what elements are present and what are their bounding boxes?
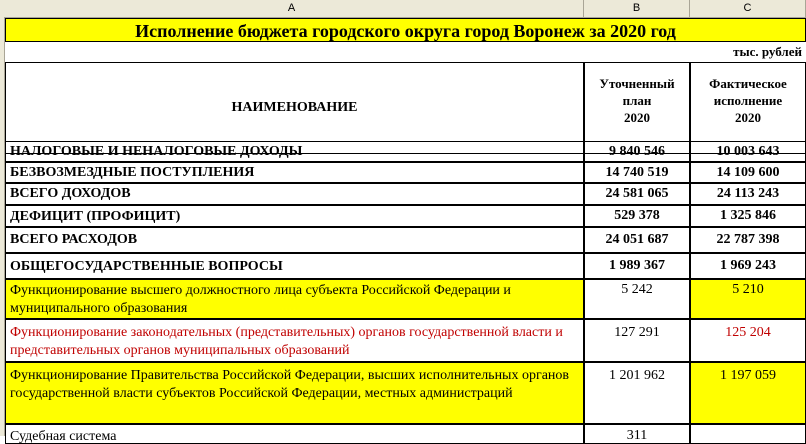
row-fact[interactable]: 5 210 xyxy=(690,279,806,319)
row-plan[interactable]: 1 989 367 xyxy=(584,253,690,279)
row-name[interactable]: ВСЕГО ДОХОДОВ xyxy=(5,183,584,205)
header-fact-line2: исполнение xyxy=(713,93,783,108)
row-fact[interactable] xyxy=(690,424,806,444)
row-fact[interactable]: 1 969 243 xyxy=(690,253,806,279)
table-row xyxy=(5,183,806,205)
row-plan[interactable]: 1 201 962 xyxy=(584,362,690,424)
header-plan-line2: план xyxy=(622,93,652,108)
table-row xyxy=(5,319,806,362)
table-row xyxy=(5,362,806,424)
row-fact[interactable]: 24 113 243 xyxy=(690,183,806,205)
header-fact-line3: 2020 xyxy=(735,110,761,125)
row-name[interactable]: ДЕФИЦИТ (ПРОФИЦИТ) xyxy=(5,205,584,227)
row-fact[interactable]: 1 325 846 xyxy=(690,205,806,227)
row-plan[interactable]: 127 291 xyxy=(584,319,690,362)
row-fact[interactable]: 14 109 600 xyxy=(690,162,806,183)
row-name[interactable]: ВСЕГО РАСХОДОВ xyxy=(5,227,584,253)
header-fact-line1: Фактическое xyxy=(709,76,787,91)
row-fact[interactable]: 10 003 643 xyxy=(690,141,806,162)
row-name[interactable]: Функционирование высшего должностного лица субъекта Российской Федерации и муниципального образования xyxy=(5,279,584,319)
column-header-b[interactable]: B xyxy=(584,0,690,17)
row-name[interactable]: Судебная система xyxy=(5,424,584,444)
row-name[interactable]: НАЛОГОВЫЕ И НЕНАЛОГОВЫЕ ДОХОДЫ xyxy=(5,141,584,162)
unit-label[interactable]: тыс. рублей xyxy=(733,44,802,59)
column-header-bar xyxy=(0,0,806,18)
row-name[interactable]: Функционирование законодательных (представительных) органов государственной власти и представительных органов муниципальных образований xyxy=(5,319,584,362)
header-plan-line3: 2020 xyxy=(624,110,650,125)
row-name[interactable]: БЕЗВОЗМЕЗДНЫЕ ПОСТУПЛЕНИЯ xyxy=(5,162,584,183)
table-row xyxy=(5,205,806,227)
row-plan[interactable]: 14 740 519 xyxy=(584,162,690,183)
sheet-title[interactable]: Исполнение бюджета городского округа город Воронеж за 2020 год xyxy=(5,18,806,42)
table-row xyxy=(5,162,806,183)
table-row xyxy=(5,253,806,279)
row-plan[interactable]: 9 840 546 xyxy=(584,141,690,162)
table-row xyxy=(5,279,806,319)
row-fact[interactable]: 125 204 xyxy=(690,319,806,362)
row-plan[interactable]: 24 051 687 xyxy=(584,227,690,253)
column-header-c[interactable]: C xyxy=(690,0,806,17)
table-row xyxy=(5,227,806,253)
header-plan-line1: Уточненный xyxy=(599,76,675,91)
row-plan[interactable]: 311 xyxy=(584,424,690,444)
row-plan[interactable]: 5 242 xyxy=(584,279,690,319)
row-name[interactable]: ОБЩЕГОСУДАРСТВЕННЫЕ ВОПРОСЫ xyxy=(5,253,584,279)
column-header-a[interactable]: A xyxy=(0,0,584,17)
row-plan[interactable]: 24 581 065 xyxy=(584,183,690,205)
table-row xyxy=(5,141,806,162)
row-fact[interactable]: 22 787 398 xyxy=(690,227,806,253)
row-plan[interactable]: 529 378 xyxy=(584,205,690,227)
row-name[interactable]: Функционирование Правительства Российской Федерации, высших исполнительных органов государственной власти субъектов Российской Федерации, местных администраций xyxy=(5,362,584,424)
header-name-cell[interactable]: НАИМЕНОВАНИЕ xyxy=(5,62,584,154)
row-fact[interactable]: 1 197 059 xyxy=(690,362,806,424)
table-row xyxy=(5,424,806,444)
